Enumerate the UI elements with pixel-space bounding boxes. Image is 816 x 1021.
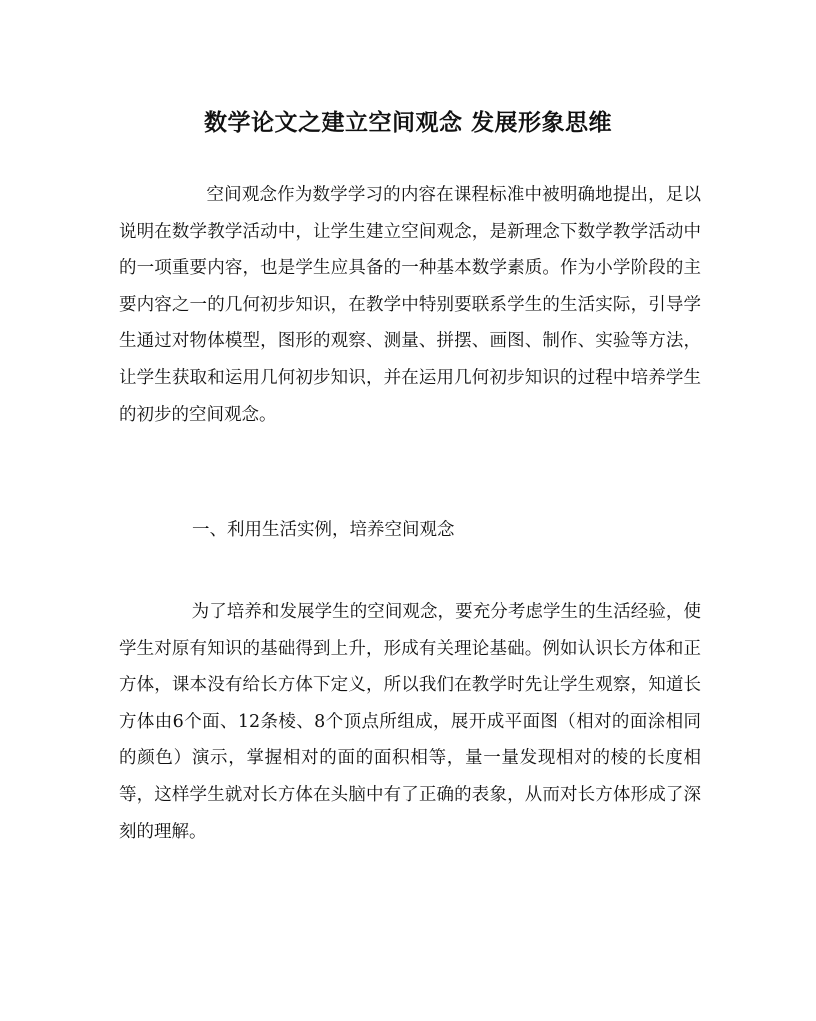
paragraph-section-1: 为了培养和发展学生的空间观念，要充分考虑学生的生活经验，使学生对原有知识的基础得到上升，形成有关理论基础。例如认识长方体和正方体，课本没有给长方体下定义，所以我们在教学时先让学生观察，知道长方体由6个面、12条棱、8个顶点所组成，展开成平面图（相对的面涂相同的颜色）演示，掌握相对的面的面积相等，量一量发现相对的棱的长度相等，这样学生就对长方体在头脑中有了正确的表象，从而对长方体形成了深刻的理解。: [119, 602, 701, 842]
section-heading: 一、利用生活实例，培养空间观念: [192, 520, 455, 540]
document-title: 数学论文之建立空间观念 发展形象思维: [203, 109, 612, 136]
paragraph-intro: 空间观念作为数学学习的内容在课程标准中被明确地提出，足以说明在数学教学活动中，让学生建立空间观念，是新理念下数学教学活动中的一项重要内容，也是学生应具备的一种基本数学素质。作为小学阶段的主要内容之一的几何初步知识，在教学中特别要联系学生的生活实际，引导学生通过对物体模型，图形的观察、测量、拼摆、画图、制作、实验等方法，让学生获取和运用几何初步知识，并在运用几何初步知识的过程中培养学生的初步的空间观念。: [119, 185, 701, 425]
